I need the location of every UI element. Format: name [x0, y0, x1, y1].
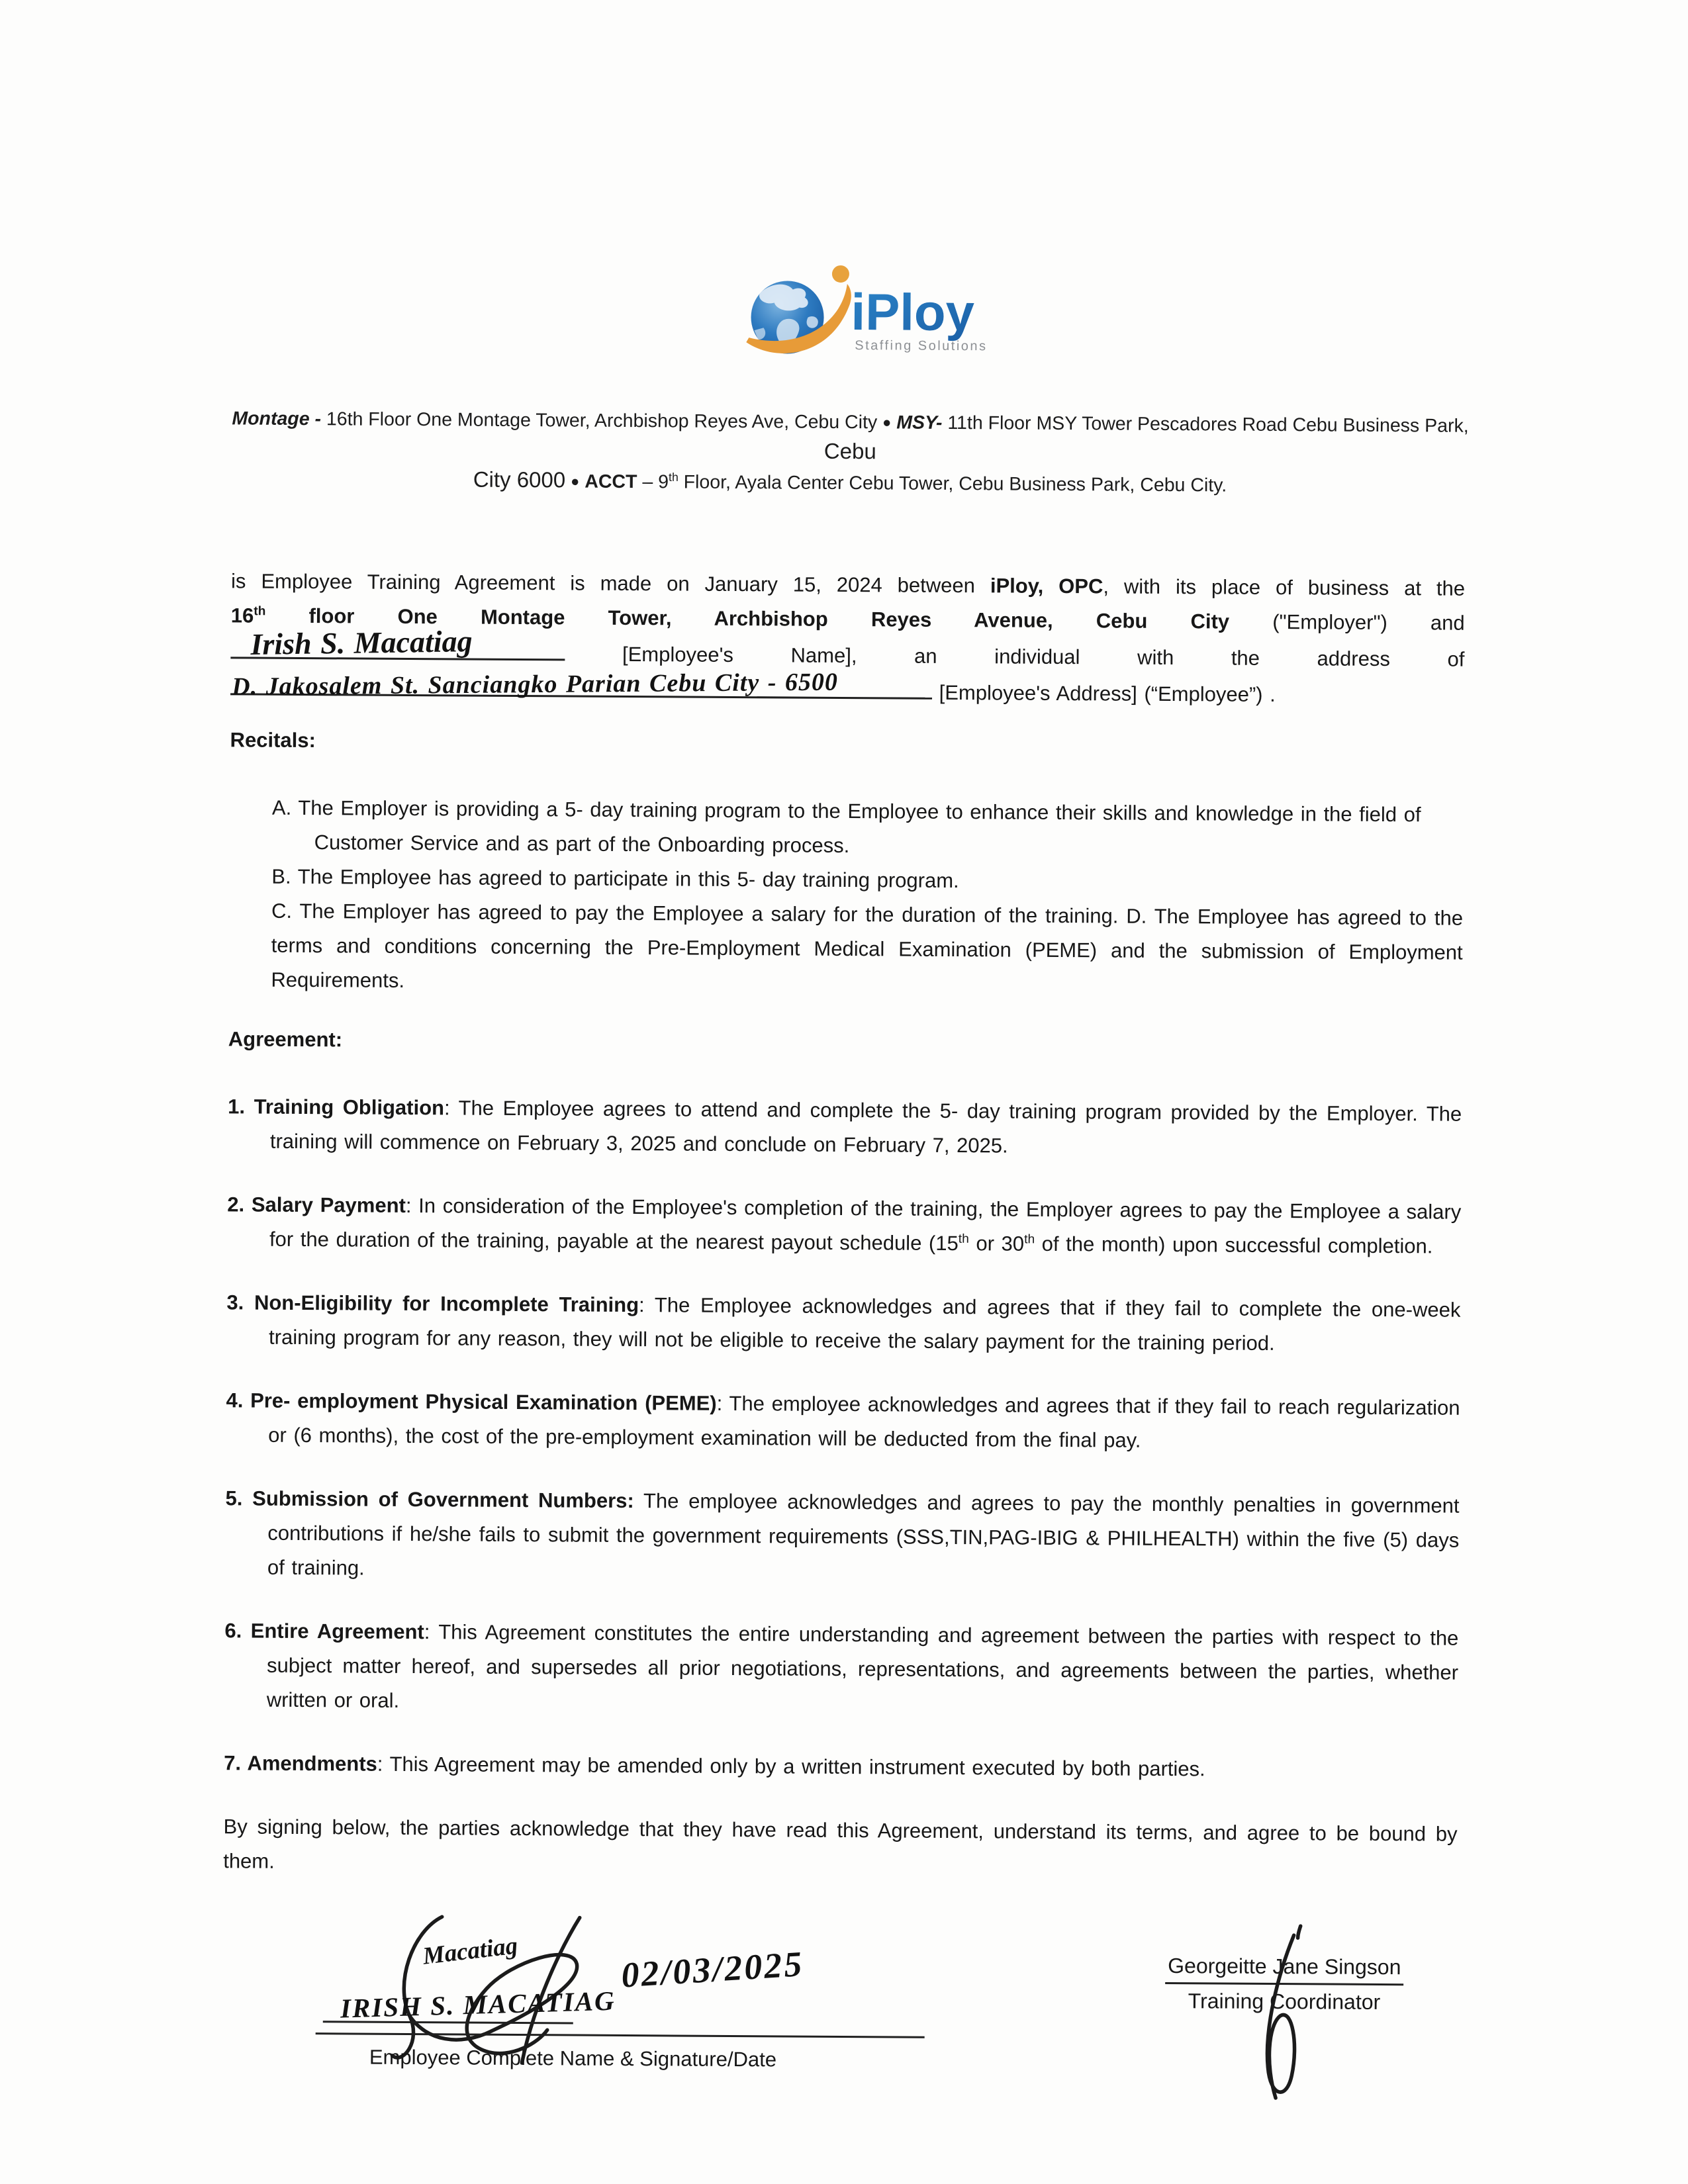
- item-title: 7. Amendments: [224, 1751, 377, 1776]
- agreement-item-1: [228, 1089, 1462, 1165]
- bullet-icon: ●: [882, 414, 892, 431]
- coordinator-title: Training Coordinator: [1188, 1989, 1381, 2014]
- acct-address: Floor, Ayala Center Cebu Tower, Cebu Business Park, Cebu City.: [683, 471, 1227, 496]
- item-body: or 30: [976, 1232, 1025, 1255]
- office-address-header: [214, 404, 1486, 502]
- item-title: 3. Non-Eligibility for Incomplete Training: [226, 1291, 639, 1317]
- cebu-word: Cebu: [823, 438, 876, 464]
- company-logo: [743, 259, 996, 373]
- agreement-item-2: [227, 1187, 1462, 1263]
- item-body: : The employee acknowledges and agrees that if they fail to reach regularization or (6 months), the cost of the pre-employment examination will be deducted from the final pay.: [268, 1391, 1460, 1452]
- item-body: of the month) upon successful completion.: [1041, 1232, 1433, 1258]
- item-body: : The Employee acknowledges and agrees that if they fail to complete the one-week training program for any reason, they will not be eligible to receive the salary payment for the training period.: [269, 1293, 1461, 1355]
- item-body: : This Agreement constitutes the entire understanding and agreement between the parties with respect to the subject matter hereof, and supersedes all prior negotiations, representations, and agreements between the parties, whether written or oral.: [266, 1620, 1459, 1712]
- ordinal-sup: th: [958, 1232, 969, 1246]
- item-body: : The Employee agrees to attend and complete the 5- day training program provided by the Employer. The training will commence on February 3, 2025 and conclude on February 7, 2025.: [269, 1096, 1462, 1158]
- employee-name-handwriting: Irish S. Macatiag: [250, 624, 473, 662]
- employer-address: 16: [230, 604, 254, 627]
- employer-name: iPloy, OPC: [990, 574, 1103, 598]
- coordinator-signature-flourish: [1236, 1917, 1323, 2109]
- brand-text: iPloy: [851, 283, 975, 342]
- city-word: City 6000: [473, 467, 566, 492]
- employee-name-blank: [230, 624, 565, 662]
- intro-text: , with its place of business at the: [1103, 574, 1466, 600]
- montage-address: 16th Floor One Montage Tower, Archbishop Reyes Ave, Cebu City: [326, 408, 878, 433]
- agreement-item-6: [224, 1614, 1459, 1724]
- agreement-heading: Agreement:: [228, 1027, 343, 1052]
- employer-address: floor One Montage Tower, Archbishop Reyes Avenue, Cebu City: [308, 604, 1230, 633]
- brand-tagline: Staffing Solutions: [855, 338, 988, 354]
- item-title: 2. Salary Payment: [227, 1193, 406, 1217]
- item-title: 4. Pre- employment Physical Examination (PEME): [226, 1388, 717, 1415]
- recital-item-cd: C. The Employer has agreed to pay the Employee a salary for the duration of the training. D. The Employee has agreed to the terms and conditions concerning the Pre-Employment Medical Examination (PEME) and the submission of Employment Requirements.: [271, 899, 1464, 992]
- item-body: The employee acknowledges and agrees to pay the monthly penalties in government contributions if he/she fails to submit the government requirements (SSS,TIN,PAG-IBIG & PHILHEALTH) within the five (5) days of training.: [267, 1489, 1460, 1580]
- logo-graphic: [743, 259, 996, 373]
- item-title: 6. Entire Agreement: [224, 1619, 424, 1644]
- intro-text: is Employee Training Agreement is made on January 15, 2024 between: [230, 569, 976, 598]
- employee-printed-name-handwriting: IRISH S. MACATIAG: [340, 1985, 616, 2024]
- employee-address-blank: [230, 669, 932, 699]
- acct-floor: 9: [658, 471, 669, 493]
- ordinal-sup: th: [254, 604, 266, 619]
- bullet-icon: ●: [571, 473, 580, 490]
- agreement-item-7: [224, 1746, 1458, 1788]
- employee-address-handwriting: D. Jakosalem St. Sanciangko Parian Cebu City - 6500: [231, 668, 839, 701]
- msy-label: MSY-: [896, 412, 943, 433]
- acct-label: ACCT: [585, 471, 637, 493]
- closing-paragraph: By signing below, the parties acknowledge that they have read this Agreement, understand its terms, and agree to be bound by them.: [223, 1815, 1458, 1873]
- montage-label: Montage -: [232, 408, 322, 430]
- acct-dash: –: [642, 471, 653, 493]
- item-title: 1. Training Obligation: [228, 1095, 445, 1120]
- acct-floor-ordinal: th: [669, 470, 679, 484]
- intro-text: [Employee's Name], an individual with the address of: [622, 642, 1465, 671]
- agreement-item-4: [226, 1383, 1460, 1459]
- msy-address: 11th Floor MSY Tower Pescadores Road Cebu Business Park,: [947, 412, 1469, 437]
- intro-line-4: [230, 669, 1464, 713]
- item-body: : In consideration of the Employee's completion of the training, the Employer agrees to pay the Employee a salary for the duration of the training, payable at the nearest payout schedule (15: [269, 1193, 1462, 1255]
- recital-item-a: A. The Employer is providing a 5- day training program to the Employee to enhance their skills and knowledge in the field of Customer Service and as part of the Onboarding process.: [271, 796, 1421, 858]
- item-body: : This Agreement may be amended only by a written instrument executed by both parties.: [377, 1752, 1205, 1781]
- employee-signature-script: Macatiag: [421, 1932, 520, 1970]
- item-title: 5. Submission of Government Numbers:: [225, 1486, 634, 1513]
- agreement-item-3: [226, 1285, 1461, 1361]
- employee-signature-label: Employee Complete Name & Signature/Date: [369, 2045, 777, 2071]
- recitals-heading: Recitals:: [230, 728, 316, 752]
- ordinal-sup: th: [1024, 1232, 1035, 1247]
- agreement-item-5: [225, 1481, 1460, 1592]
- recital-item-b: B. The Employee has agreed to participate in this 5- day training program.: [271, 864, 959, 893]
- intro-text: [Employee's Address] (“Employee”) .: [939, 680, 1276, 706]
- address-line-1: [214, 404, 1486, 471]
- coordinator-name: Georgeitte Jane Singson: [1165, 1950, 1404, 1985]
- signature-date-handwriting: 02/03/2025: [620, 1944, 805, 1995]
- logo-dot-icon: [832, 265, 849, 283]
- intro-text: ("Employer") and: [1272, 610, 1465, 635]
- agreement-body: [223, 564, 1465, 1886]
